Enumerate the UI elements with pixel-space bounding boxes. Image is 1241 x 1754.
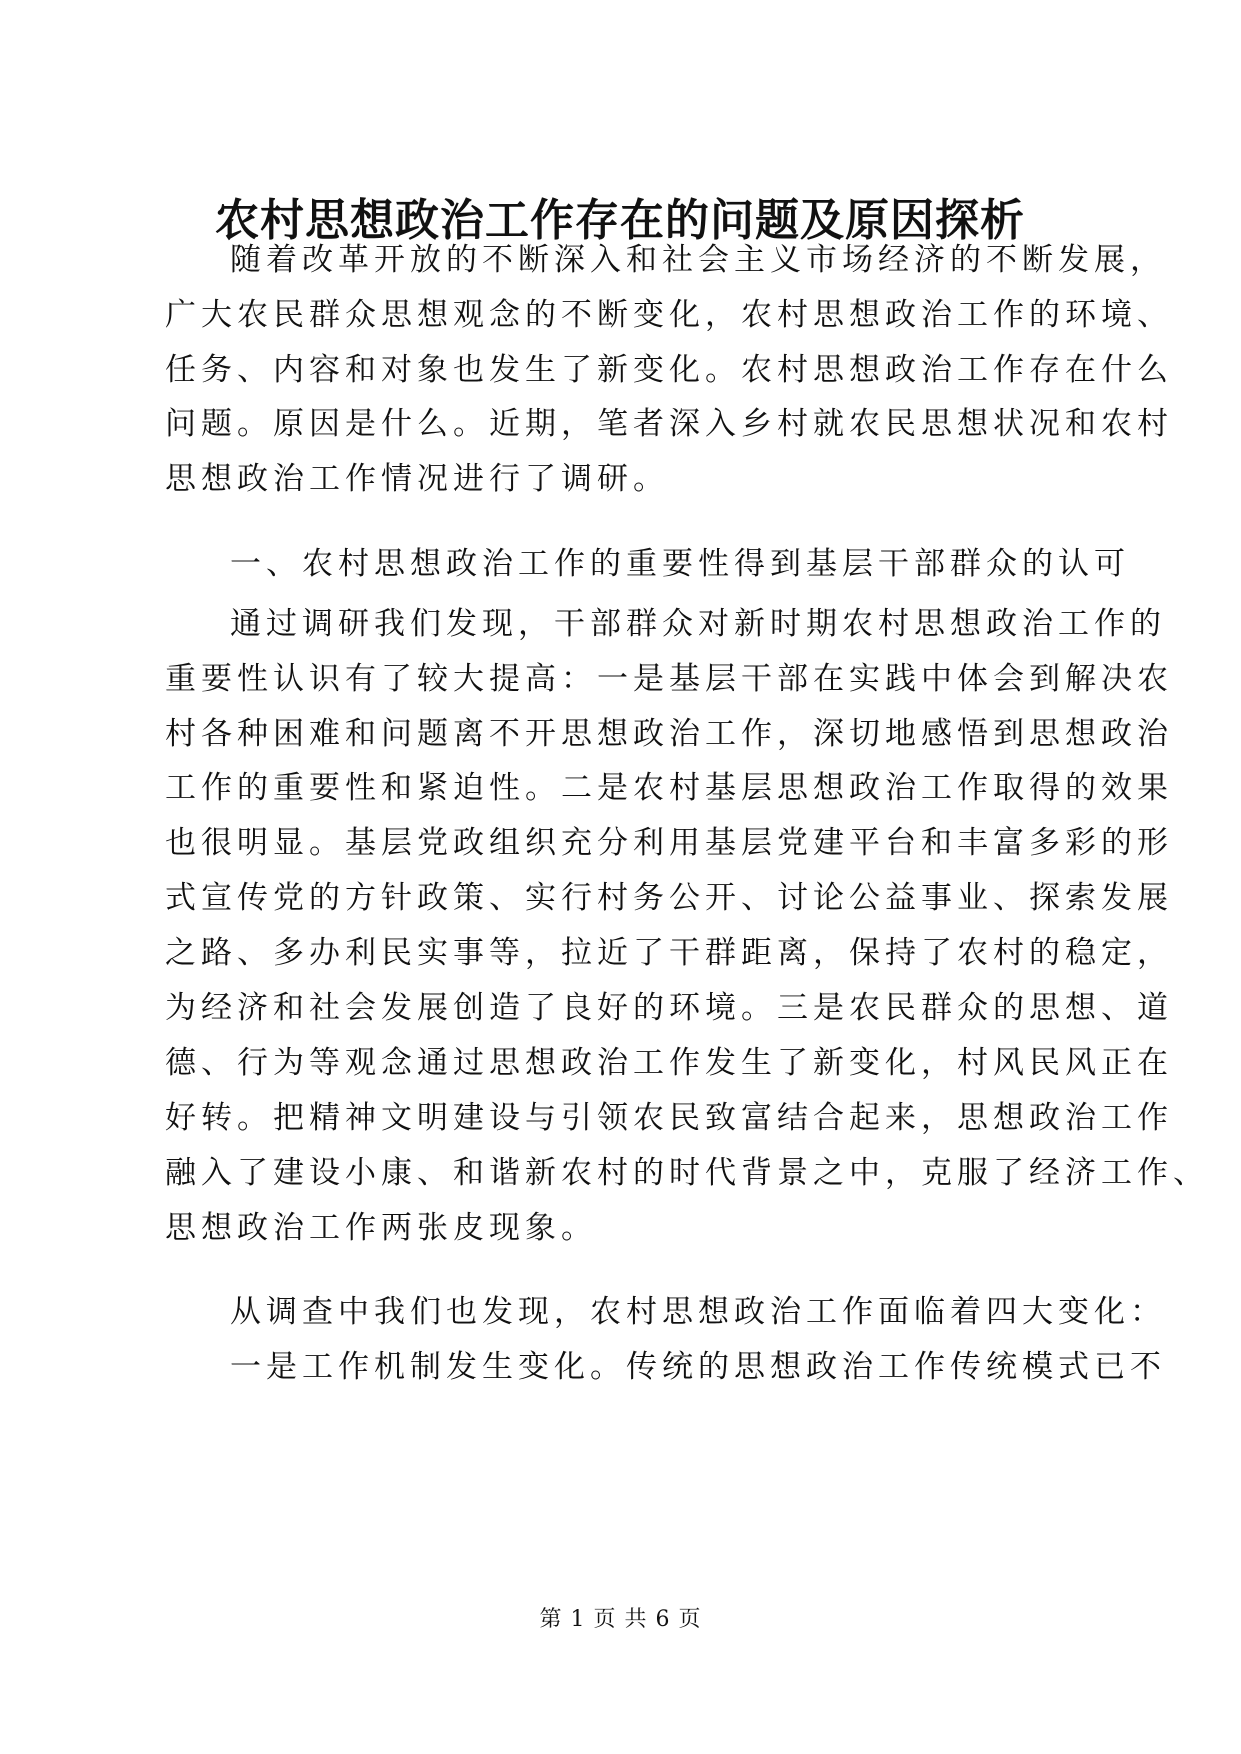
body-line: 融入了建设小康、和谐新农村的时代背景之中，克服了经济工作、	[165, 1155, 1209, 1191]
body-line: 村各种困难和问题离不开思想政治工作，深切地感悟到思想政治	[165, 716, 1173, 752]
body-line: 通过调研我们发现，干部群众对新时期农村思想政治工作的	[230, 606, 1166, 642]
body-line: 好转。把精神文明建设与引领农民致富结合起来，思想政治工作	[165, 1100, 1173, 1136]
body-line: 广大农民群众思想观念的不断变化，农村思想政治工作的环境、	[165, 297, 1173, 333]
body-line: 工作的重要性和紧迫性。二是农村基层思想政治工作取得的效果	[165, 770, 1173, 806]
body-line: 重要性认识有了较大提高：一是基层干部在实践中体会到解决农	[165, 661, 1173, 697]
body-line: 一是工作机制发生变化。传统的思想政治工作传统模式已不	[230, 1349, 1166, 1385]
section-heading: 一、农村思想政治工作的重要性得到基层干部群众的认可	[230, 546, 1130, 582]
page-number: 第 1 页 共 6 页	[539, 1607, 702, 1632]
body-line: 也很明显。基层党政组织充分利用基层党建平台和丰富多彩的形	[165, 825, 1173, 861]
body-line: 问题。原因是什么。近期，笔者深入乡村就农民思想状况和农村	[165, 406, 1173, 442]
body-line: 之路、多办利民实事等，拉近了干群距离，保持了农村的稳定，	[165, 935, 1173, 971]
body-line: 任务、内容和对象也发生了新变化。农村思想政治工作存在什么	[165, 352, 1173, 388]
body-line: 为经济和社会发展创造了良好的环境。三是农民群众的思想、道	[165, 990, 1173, 1026]
body-line: 思想政治工作情况进行了调研。	[165, 461, 669, 497]
body-line: 从调查中我们也发现，农村思想政治工作面临着四大变化：	[230, 1294, 1166, 1330]
body-line: 德、行为等观念通过思想政治工作发生了新变化，村风民风正在	[165, 1045, 1173, 1081]
document-title: 农村思想政治工作存在的问题及原因探析	[215, 195, 1025, 246]
body-line: 随着改革开放的不断深入和社会主义市场经济的不断发展，	[230, 242, 1166, 278]
body-line: 式宣传党的方针政策、实行村务公开、讨论公益事业、探索发展	[165, 880, 1173, 916]
body-line: 思想政治工作两张皮现象。	[165, 1210, 597, 1246]
